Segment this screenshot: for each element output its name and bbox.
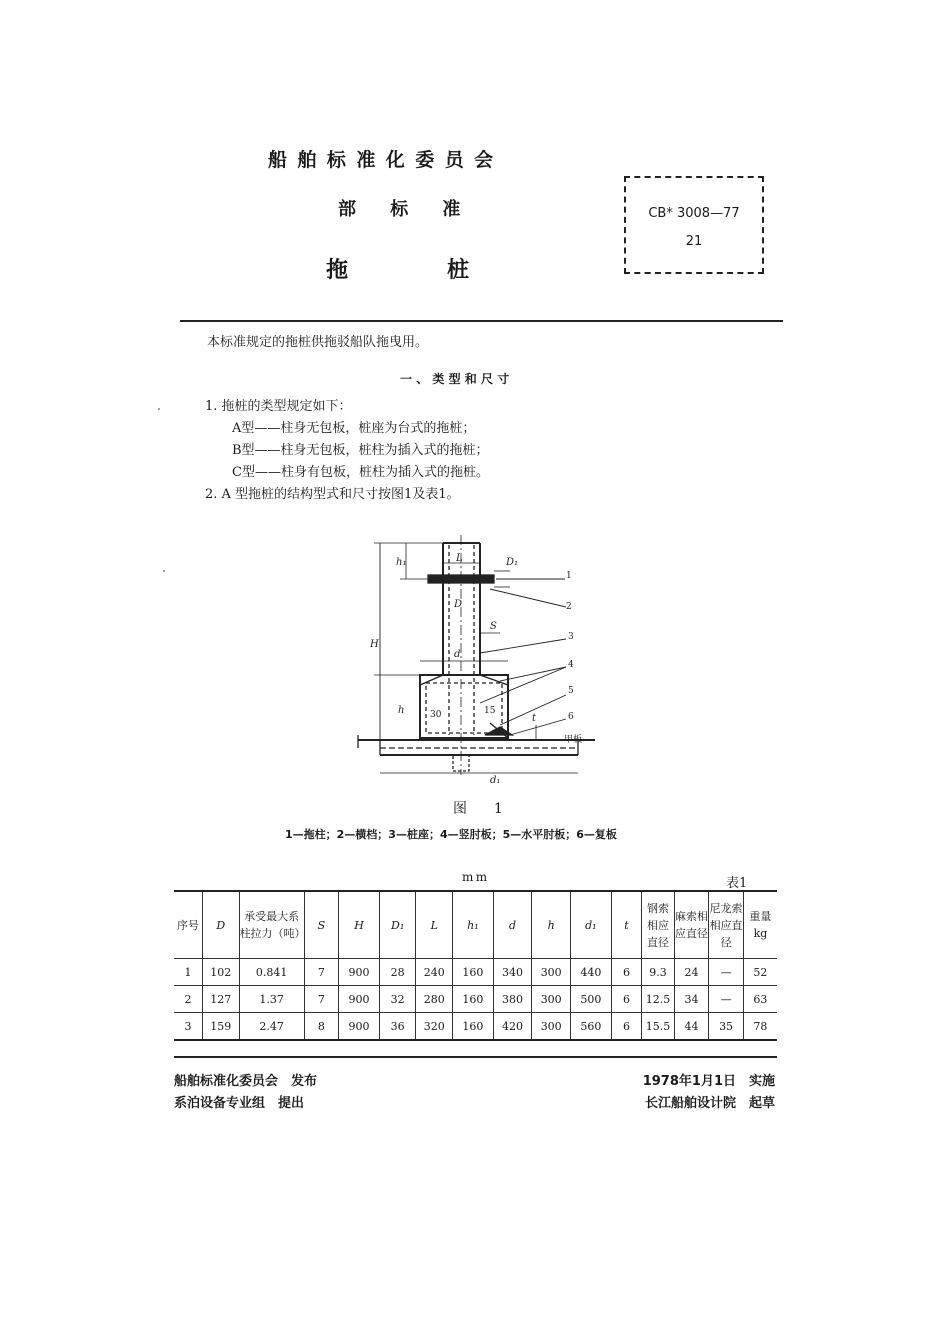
cell: 500 [571,986,612,1013]
cell: 32 [379,986,416,1013]
fig-label-h: h [398,705,405,716]
callout-1: 1 [566,571,572,581]
cell: 63 [743,986,777,1013]
proposer: 系泊设备专业组 提出 [174,1096,305,1111]
table-row [174,986,777,1013]
cell: 6 [611,986,642,1013]
cell: 12.5 [642,986,675,1013]
cell: 240 [416,959,453,986]
figure-caption: 图 1 [453,801,514,817]
cell: 102 [202,959,239,986]
cell: 7 [304,986,339,1013]
standard-code: CB* 3008—77 [648,206,740,221]
fig-label-D: D [454,599,463,610]
standard-code-box [624,176,764,274]
issuer: 船舶标准化委员会 发布 [174,1074,318,1089]
cell: — [709,986,744,1013]
callout-6: 6 [568,712,574,722]
th-d1: d₁ [571,891,612,959]
callout-2: 2 [566,602,572,612]
intro-paragraph: 本标准规定的拖桩供拖驳船队拖曳用。 [207,335,429,350]
th-d: d [493,891,532,959]
fig-label-15: 15 [484,706,496,716]
th-index: 序号 [174,891,202,959]
cell: 900 [339,959,380,986]
drafter: 长江船舶设计院 起草 [644,1096,775,1111]
type-a: A型——柱身无包板，桩座为台式的拖桩； [232,421,476,436]
table-row [174,1013,777,1041]
cell: 35 [709,1013,744,1041]
fig-label-S: S [490,621,497,632]
cell: 159 [202,1013,239,1041]
type-b: B型——柱身无包板，桩柱为插入式的拖桩； [232,443,489,458]
cell: 34 [674,986,709,1013]
cell: 44 [674,1013,709,1041]
clause-1: 1. 拖桩的类型规定如下： [205,399,352,414]
cell: 127 [202,986,239,1013]
section-title: 一、类型和尺寸 [400,372,514,386]
th-t: t [611,891,642,959]
fig-label-D1: D₁ [506,557,519,568]
standard-code-sub: 21 [685,234,703,249]
cell: 28 [379,959,416,986]
footer-rule [174,1056,777,1058]
standard-type: 部标准 [338,199,495,220]
cell: 300 [532,959,571,986]
cell: 440 [571,959,612,986]
document-title: 拖桩 [326,258,569,283]
cell: 160 [453,986,494,1013]
cell: 78 [743,1013,777,1041]
scan-speck [158,408,160,410]
clause-2: 2. A 型拖桩的结构型式和尺寸按图1及表1。 [205,487,460,502]
cell: 300 [532,986,571,1013]
cell: 0.841 [239,959,304,986]
callout-5: 5 [568,686,574,696]
cell: 1.37 [239,986,304,1013]
cell: 300 [532,1013,571,1041]
cell: 560 [571,1013,612,1041]
th-S: S [304,891,339,959]
fig-label-d: d [454,649,461,660]
th-D: D [202,891,239,959]
th-h: h [532,891,571,959]
scan-speck [163,570,165,572]
th-h1: h₁ [453,891,494,959]
fig-label-h1: h₁ [396,557,407,568]
th-L: L [416,891,453,959]
dimension-table [174,890,777,1041]
header-rule [180,320,783,322]
cell: 900 [339,1013,380,1041]
cell: 280 [416,986,453,1013]
th-H: H [339,891,380,959]
fig-label-H: H [370,639,379,650]
callout-4: 4 [568,660,574,670]
cell: 6 [611,959,642,986]
table-label: 表1 [726,876,748,891]
cell: 160 [453,1013,494,1041]
cell: 380 [493,986,532,1013]
cell: 320 [416,1013,453,1041]
figure-legend: 1—拖柱；2—横档；3—桩座；4—竖肘板；5—水平肘板；6—复板 [285,828,617,841]
table-unit: mm [462,870,490,884]
fig-label-L: L [456,553,463,564]
cell: 36 [379,1013,416,1041]
table-header-row [174,891,777,959]
cell: 900 [339,986,380,1013]
th-weight: 重量kg [743,891,777,959]
cell: 24 [674,959,709,986]
effective-date: 1978年1月1日 实施 [642,1074,775,1089]
cell: 160 [453,959,494,986]
th-max-pull: 承受最大系柱拉力（吨） [239,891,304,959]
cell: 7 [304,959,339,986]
cell: 9.3 [642,959,675,986]
th-hemp-rope: 麻索相应直径 [674,891,709,959]
callout-3: 3 [568,632,574,642]
type-c: C型——柱身有包板，桩柱为插入式的拖桩。 [232,465,489,480]
cell: 420 [493,1013,532,1041]
th-D1: D₁ [379,891,416,959]
cell: 8 [304,1013,339,1041]
table-row [174,959,777,986]
cell: 340 [493,959,532,986]
th-nylon-rope: 尼龙索相应直径 [709,891,744,959]
cell: 2 [174,986,202,1013]
th-steel-rope: 钢索相应直径 [642,891,675,959]
cell: 2.47 [239,1013,304,1041]
fig-label-t: t [532,713,537,724]
org-name: 船舶标准化委员会 [268,149,504,171]
cell: — [709,959,744,986]
fig-label-deck: 甲板 [564,735,583,745]
cell: 6 [611,1013,642,1041]
bollard-drawing [340,535,620,785]
cell: 52 [743,959,777,986]
cell: 1 [174,959,202,986]
fig-label-30: 30 [430,710,442,720]
fig-label-d1: d₁ [490,775,501,785]
cell: 15.5 [642,1013,675,1041]
cell: 3 [174,1013,202,1041]
